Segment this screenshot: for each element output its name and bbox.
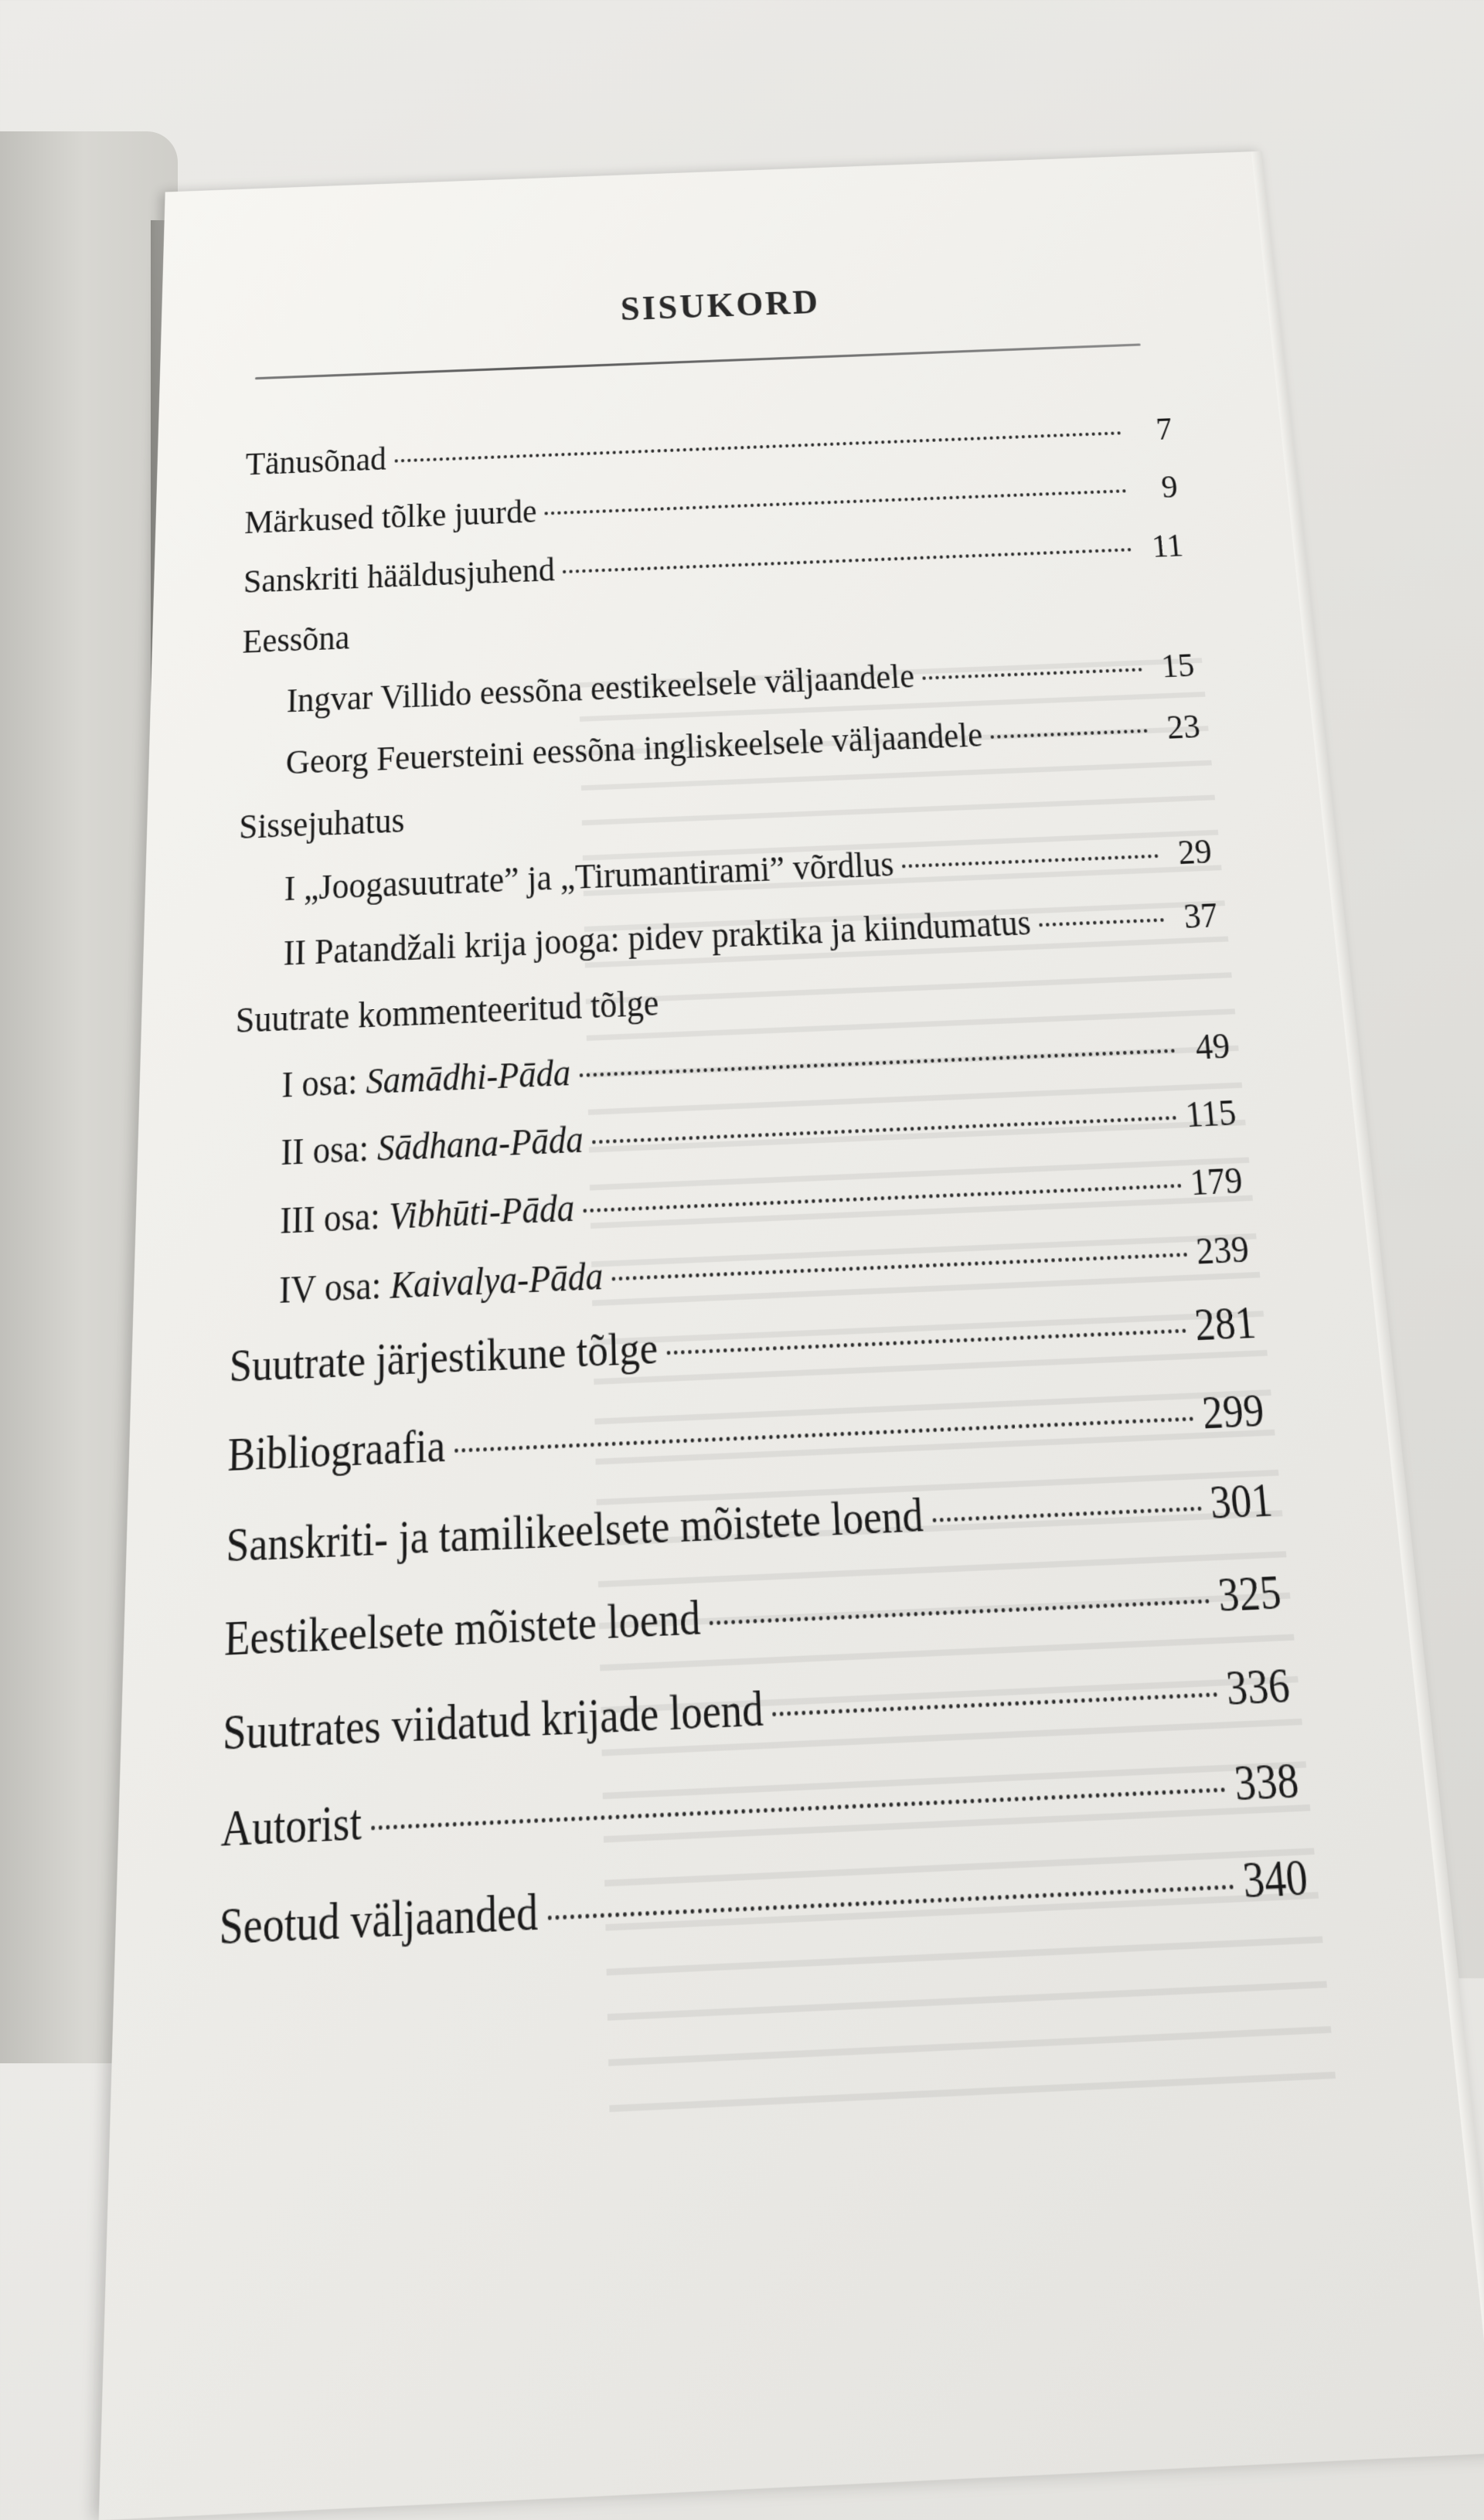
toc-page-number: 115 — [1183, 1090, 1238, 1135]
toc-label: Eessõna — [242, 618, 350, 661]
toc-page-number: 299 — [1200, 1385, 1267, 1439]
toc-page-number: 325 — [1216, 1565, 1284, 1621]
table-of-contents — [218, 410, 1314, 1996]
toc-label: Tänusõnad — [245, 440, 386, 482]
toc-entry — [223, 1656, 1292, 1762]
dot-leader — [579, 1049, 1176, 1077]
toc-label: Märkused tõlke juurde — [243, 492, 537, 541]
toc-label: Seotud väljaanded — [219, 1884, 539, 1956]
dot-leader — [1039, 918, 1164, 927]
toc-label-italic: Sādhana-Pāda — [377, 1117, 584, 1169]
toc-page-number: 29 — [1176, 831, 1213, 872]
toc-page-number: 37 — [1182, 894, 1220, 937]
toc-page-number: 23 — [1165, 706, 1202, 746]
toc-label — [281, 1117, 584, 1175]
dot-leader — [563, 548, 1132, 573]
toc-label — [279, 1253, 604, 1314]
toc-label: Bibliograafia — [227, 1420, 446, 1481]
toc-page-number: 336 — [1224, 1658, 1292, 1716]
dot-leader — [454, 1417, 1194, 1453]
toc-label: Suutrate järjestikune tõlge — [229, 1322, 659, 1392]
toc-page-number: 338 — [1232, 1753, 1302, 1811]
dot-leader — [612, 1253, 1188, 1281]
toc-label: Sanskriti- ja tamilikeelsete mõistete loend — [225, 1489, 925, 1573]
toc-page-number: 49 — [1193, 1024, 1232, 1068]
toc-label-prefix: II osa: — [281, 1126, 378, 1174]
dot-leader — [583, 1184, 1182, 1213]
toc-label: Suutrate kommenteeritud tõlge — [235, 981, 659, 1041]
dot-leader — [710, 1599, 1210, 1625]
toc-entry — [229, 1295, 1258, 1393]
toc-label-italic: Kaivalya-Pāda — [390, 1253, 604, 1308]
toc-page-number: 11 — [1150, 526, 1185, 565]
book-page — [99, 151, 1484, 2520]
toc-label: Georg Feuersteini eessõna ingliskeelsele väljaandele — [285, 715, 984, 782]
toc-label: Eestikeelsete mõistete loend — [223, 1590, 702, 1665]
toc-label — [280, 1185, 575, 1243]
toc-label: I „Joogasuutrate” ja „Tirumantirami” võrdlus — [284, 843, 895, 909]
toc-label: Sanskriti hääldusjuhend — [243, 550, 556, 600]
toc-label: Sissejuhatus — [238, 800, 405, 847]
toc-page-number: 301 — [1207, 1474, 1275, 1529]
toc-entry — [226, 1472, 1275, 1574]
dot-leader — [592, 1116, 1177, 1144]
page-title: SISUKORD — [620, 282, 821, 328]
toc-entry — [220, 1751, 1301, 1859]
dot-leader — [545, 489, 1127, 515]
toc-label — [281, 1051, 570, 1107]
toc-entry — [227, 1383, 1266, 1483]
toc-label-prefix: I osa: — [281, 1059, 366, 1106]
dot-leader — [547, 1885, 1234, 1920]
toc-page-number: 281 — [1192, 1297, 1258, 1350]
toc-page-number: 340 — [1240, 1849, 1310, 1909]
toc-page-number: 15 — [1159, 645, 1196, 685]
page-edge — [1251, 151, 1484, 2454]
toc-label: II Patandžali krija jooga: pidev praktika ja kiindumatus — [283, 902, 1033, 974]
toc-entry — [219, 1848, 1310, 1958]
toc-label: Suutrates viidatud krijade loend — [222, 1682, 764, 1760]
dot-leader — [991, 729, 1148, 739]
dot-leader — [902, 854, 1159, 868]
toc-page-number: 179 — [1188, 1158, 1244, 1204]
title-rule — [255, 343, 1141, 379]
toc-label-prefix: III osa: — [279, 1194, 390, 1242]
toc-label-italic: Vibhūti-Pāda — [389, 1186, 575, 1238]
toc-label: Autorist — [220, 1794, 362, 1857]
dot-leader — [394, 431, 1122, 462]
dot-leader — [932, 1507, 1202, 1522]
dot-leader — [773, 1692, 1218, 1716]
dot-leader — [667, 1328, 1187, 1355]
toc-label-prefix: IV osa: — [278, 1263, 390, 1312]
toc-page-number: 9 — [1159, 468, 1179, 505]
toc-label-italic: Samādhi-Pāda — [366, 1051, 571, 1102]
dot-leader — [923, 668, 1142, 680]
toc-page-number: 7 — [1154, 410, 1174, 447]
toc-page-number: 239 — [1194, 1226, 1251, 1273]
dot-leader — [371, 1787, 1226, 1830]
toc-entry — [224, 1563, 1284, 1667]
toc-label: Ingvar Villido eessõna eestikeelsele väljaandele — [286, 656, 916, 720]
